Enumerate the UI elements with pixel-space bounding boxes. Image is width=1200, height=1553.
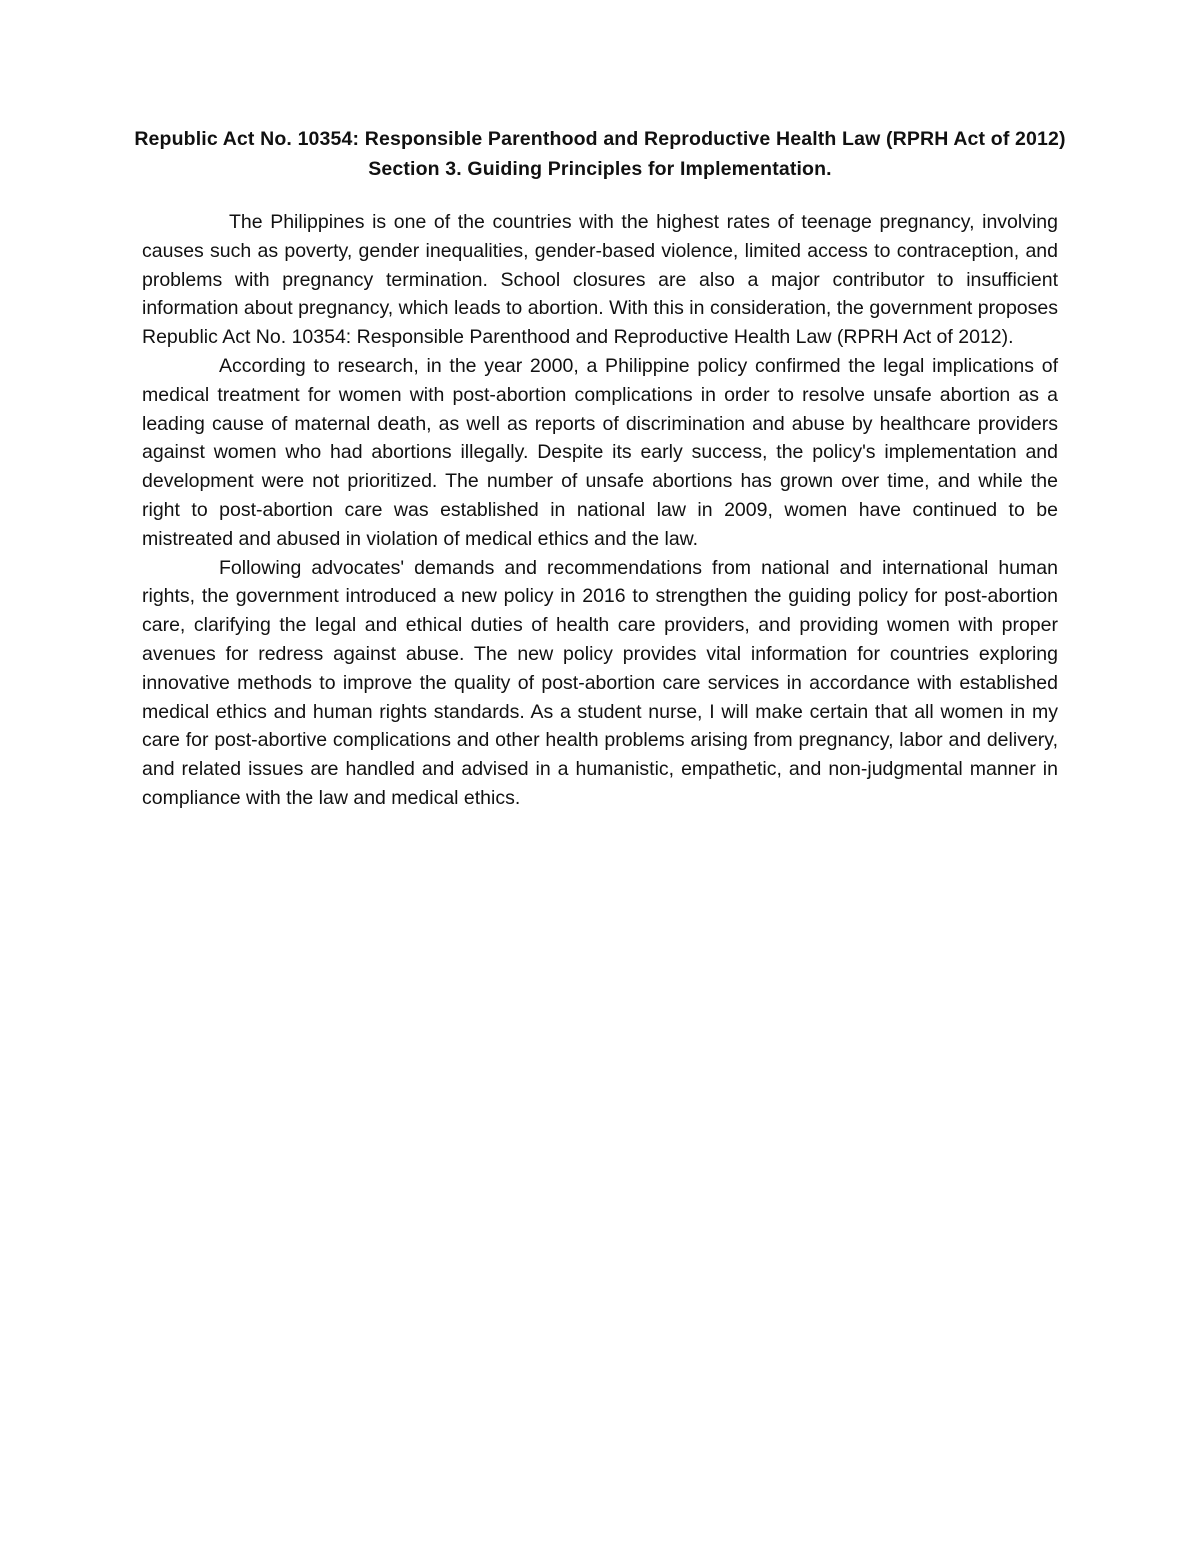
paragraph-1: The Philippines is one of the countries with the highest rates of teenage pregnancy, involving causes such as poverty, gender inequalities, gender-based violence, limited access to contraception, and problems with pregnancy termination. School closures are also a major contributor to insufficient information about pregnancy, which leads to abortion. With this in consideration, the government proposes Republic Act No. 10354: Responsible Parenthood and Reproductive Health Law (RPRH Act of 2012). [142,211,1058,349]
document-body [142,208,1058,813]
document-title: Republic Act No. 10354: Responsible Parenthood and Reproductive Health Law (RPRH Act of 2012) Section 3. Guiding Principles for Implementation. [134,128,1066,180]
paragraph-2: According to research, in the year 2000, a Philippine policy confirmed the legal implications of medical treatment for women with post-abortion complications in order to resolve unsafe abortion as a leading cause of maternal death, as well as reports of discrimination and abuse by healthcare providers against women who had abortions illegally. Despite its early success, the policy's implementation and development were not prioritized. The number of unsafe abortions has grown over time, and while the right to post-abortion care was established in national law in 2009, women have continued to be mistreated and abused in violation of medical ethics and the law. [142,354,1058,550]
paragraph-3: Following advocates' demands and recommendations from national and international human rights, the government introduced a new policy in 2016 to strengthen the guiding policy for post-abortion care, clarifying the legal and ethical duties of health care providers, and providing women with proper avenues for redress against abuse. The new policy provides vital information for countries exploring innovative methods to improve the quality of post-abortion care services in accordance with established medical ethics and human rights standards. As a student nurse, I will make certain that all women in my care for post-abortive complications and other health problems arising from pregnancy, labor and delivery, and related issues are handled and advised in a humanistic, empathetic, and non-judgmental manner in compliance with the law and medical ethics. [142,556,1058,809]
